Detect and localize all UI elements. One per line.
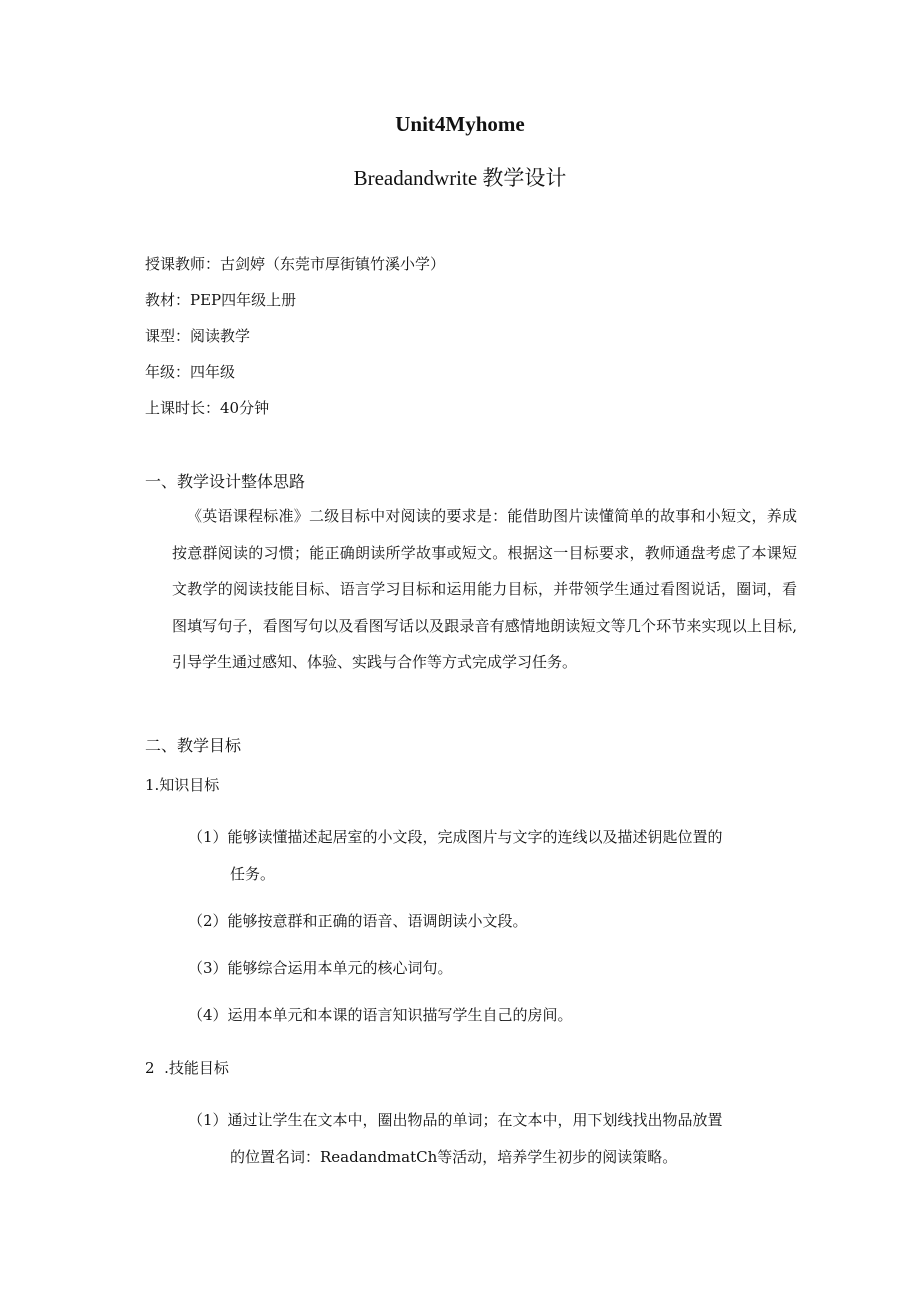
skill-item-1-cont: 的位置名词：ReadandmatCh等活动，培养学生初步的阅读策略。 — [230, 1148, 678, 1166]
knowledge-item-4: （4）运用本单元和本课的语言知识描写学生自己的房间。 — [188, 1006, 573, 1024]
subsection-knowledge-heading: 1.知识目标 — [145, 776, 220, 794]
skill-item-1: （1）通过让学生在文本中，圈出物品的单词；在文本中，用下划线找出物品放置 — [188, 1111, 723, 1129]
meta-duration: 上课时长：40分钟 — [145, 399, 270, 417]
section1-heading: 一、教学设计整体思路 — [145, 472, 306, 491]
meta-lesson-type: 课型：阅读教学 — [145, 327, 251, 345]
document-subtitle: Breadandwrite 教学设计 — [353, 166, 567, 190]
knowledge-item-1: （1）能够读懂描述起居室的小文段，完成图片与文字的连线以及描述钥匙位置的 — [188, 828, 723, 846]
meta-grade: 年级：四年级 — [145, 363, 236, 381]
knowledge-item-3: （3）能够综合运用本单元的核心词句。 — [188, 959, 453, 977]
section2-heading: 二、教学目标 — [145, 736, 242, 755]
knowledge-item-2: （2）能够按意群和正确的语音、语调朗读小文段。 — [188, 912, 528, 930]
meta-teacher: 授课教师：古剑婷（东莞市厚街镇竹溪小学） — [145, 255, 446, 273]
section1-paragraph: 《英语课程标准》二级目标中对阅读的要求是：能借助图片读懂简单的故事和小短文，养成按意群阅读的习惯；能正确朗读所学故事或短文。根据这一目标要求，教师通盘考虑了本课短文教学的阅读技能目标、语言学习目标和运用能力目标，并带领学生通过看图说话，圈词，看图填写句子，看图写句以及看图写话以及跟录音有感情地朗读短文等几个环节来实现以上目标,引导学生通过感知、体验、实践与合作等方式完成学习任务。 — [172, 507, 797, 671]
document-title: Unit4Myhome — [395, 112, 525, 136]
knowledge-item-1-cont: 任务。 — [230, 865, 276, 883]
meta-textbook: 教材：PEP四年级上册 — [145, 291, 297, 309]
subsection-skill-heading: 2 .技能目标 — [145, 1059, 229, 1077]
